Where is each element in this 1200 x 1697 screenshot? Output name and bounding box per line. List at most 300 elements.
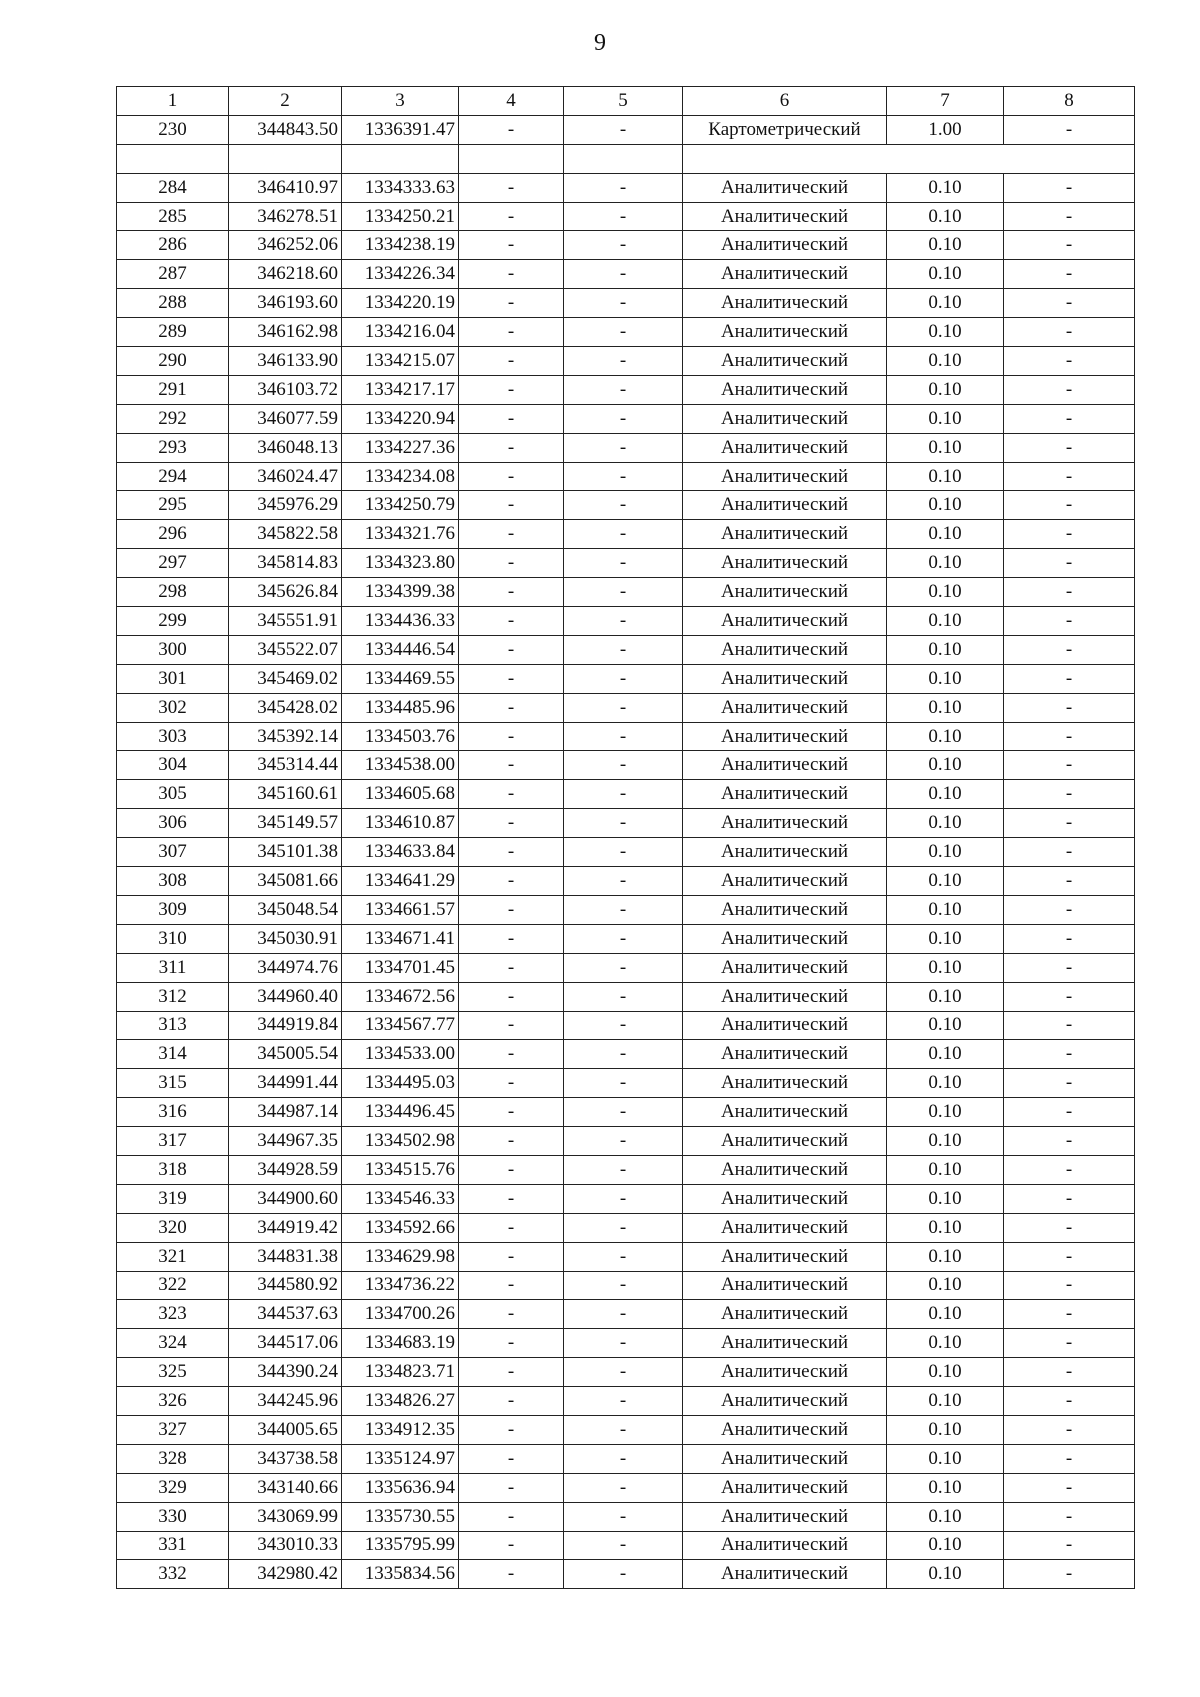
table-row [117, 173, 1135, 202]
table-cell: - [1004, 289, 1135, 318]
table-cell: 0.10 [887, 1069, 1004, 1098]
table-cell: 291 [117, 375, 229, 404]
table-cell: 0.10 [887, 1473, 1004, 1502]
table-row [117, 1271, 1135, 1300]
table-cell: Аналитический [683, 1242, 887, 1271]
table-cell: 1334736.22 [342, 1271, 459, 1300]
table-cell: - [1004, 895, 1135, 924]
table-row [117, 1415, 1135, 1444]
table-cell: - [1004, 1213, 1135, 1242]
table-cell: - [564, 318, 683, 347]
table-cell: 0.10 [887, 1560, 1004, 1589]
table-cell: - [1004, 549, 1135, 578]
table-cell: - [459, 1502, 564, 1531]
table-cell: - [564, 347, 683, 376]
table-cell: 346048.13 [229, 433, 342, 462]
table-cell: 305 [117, 780, 229, 809]
table-row [117, 1098, 1135, 1127]
table-cell: Аналитический [683, 924, 887, 953]
table-cell: - [1004, 491, 1135, 520]
table-cell: 298 [117, 578, 229, 607]
header-cell: 4 [459, 87, 564, 116]
table-cell: - [1004, 1242, 1135, 1271]
table-cell: 1334567.77 [342, 1011, 459, 1040]
table-cell: 306 [117, 809, 229, 838]
table-cell: 344960.40 [229, 982, 342, 1011]
table-row [117, 202, 1135, 231]
table-cell: - [564, 1155, 683, 1184]
table-cell: 1335834.56 [342, 1560, 459, 1589]
table-row [117, 231, 1135, 260]
table-cell: 293 [117, 433, 229, 462]
table-row [117, 347, 1135, 376]
table-cell: Аналитический [683, 491, 887, 520]
table-cell: 0.10 [887, 838, 1004, 867]
table-cell: - [564, 260, 683, 289]
table-cell: - [564, 1300, 683, 1329]
empty-cell [564, 144, 683, 173]
table-cell: - [564, 867, 683, 896]
table-cell: 329 [117, 1473, 229, 1502]
table-cell: 1334546.33 [342, 1184, 459, 1213]
table-cell: 344987.14 [229, 1098, 342, 1127]
table-cell: - [459, 809, 564, 838]
table-row [117, 751, 1135, 780]
table-cell: - [459, 838, 564, 867]
table-cell: Аналитический [683, 838, 887, 867]
table-cell: 346133.90 [229, 347, 342, 376]
table-cell: 1336391.47 [342, 115, 459, 144]
table-cell: - [564, 1040, 683, 1069]
table-cell: 344843.50 [229, 115, 342, 144]
table-row [117, 780, 1135, 809]
table-cell: 344390.24 [229, 1358, 342, 1387]
table-cell: 0.10 [887, 664, 1004, 693]
table-cell: - [564, 1069, 683, 1098]
table-row [117, 924, 1135, 953]
table-cell: 317 [117, 1127, 229, 1156]
table-cell: - [1004, 433, 1135, 462]
table-cell: 1334226.34 [342, 260, 459, 289]
table-cell: Аналитический [683, 1069, 887, 1098]
table-cell: - [1004, 347, 1135, 376]
table-cell: 1334436.33 [342, 607, 459, 636]
table-cell: 0.10 [887, 1271, 1004, 1300]
table-cell: - [1004, 838, 1135, 867]
table-row [117, 1387, 1135, 1416]
table-cell: - [459, 1358, 564, 1387]
table-cell: 299 [117, 607, 229, 636]
table-cell: 1335730.55 [342, 1502, 459, 1531]
table-cell: - [564, 722, 683, 751]
table-cell: 0.10 [887, 722, 1004, 751]
table-cell: 1334633.84 [342, 838, 459, 867]
table-row [117, 318, 1135, 347]
table-row [117, 953, 1135, 982]
table-cell: - [1004, 1127, 1135, 1156]
table-cell: 342980.42 [229, 1560, 342, 1589]
table-cell: - [459, 289, 564, 318]
table-cell: Аналитический [683, 895, 887, 924]
table-cell: - [1004, 1271, 1135, 1300]
table-cell: Аналитический [683, 953, 887, 982]
table-row [117, 1155, 1135, 1184]
table-cell: 1334495.03 [342, 1069, 459, 1098]
table-cell: 0.10 [887, 1098, 1004, 1127]
table-cell: 344005.65 [229, 1415, 342, 1444]
table-cell: 301 [117, 664, 229, 693]
table-cell: Аналитический [683, 1098, 887, 1127]
table-cell: - [564, 1271, 683, 1300]
table-cell: - [564, 1184, 683, 1213]
table-cell: - [564, 1387, 683, 1416]
table-row [117, 1011, 1135, 1040]
table-cell: Аналитический [683, 462, 887, 491]
table-cell: Аналитический [683, 231, 887, 260]
table-cell: - [564, 115, 683, 144]
table-row [117, 1300, 1135, 1329]
table-cell: 0.10 [887, 1040, 1004, 1069]
table-cell: - [564, 635, 683, 664]
table-cell: - [1004, 607, 1135, 636]
table-cell: - [459, 1560, 564, 1589]
table-cell: 345081.66 [229, 867, 342, 896]
table-row [117, 549, 1135, 578]
table-cell: Аналитический [683, 347, 887, 376]
table-cell: - [564, 491, 683, 520]
table-cell: 345048.54 [229, 895, 342, 924]
table-cell: 345976.29 [229, 491, 342, 520]
table-cell: 344517.06 [229, 1329, 342, 1358]
table-cell: Аналитический [683, 867, 887, 896]
table-cell: Аналитический [683, 1155, 887, 1184]
table-cell: Аналитический [683, 1473, 887, 1502]
table-row [117, 1127, 1135, 1156]
table-cell: 0.10 [887, 895, 1004, 924]
table-row [117, 1213, 1135, 1242]
table-cell: - [1004, 231, 1135, 260]
table-cell: 0.10 [887, 809, 1004, 838]
table-cell: - [564, 664, 683, 693]
table-cell: 304 [117, 751, 229, 780]
table-cell: - [1004, 1502, 1135, 1531]
table-cell: - [459, 1387, 564, 1416]
header-cell: 3 [342, 87, 459, 116]
table-cell: - [1004, 982, 1135, 1011]
coordinates-table [116, 86, 1135, 1589]
table-cell: - [459, 1213, 564, 1242]
table-cell: 284 [117, 173, 229, 202]
table-row [117, 693, 1135, 722]
table-cell: Аналитический [683, 635, 887, 664]
table-cell: 1334250.21 [342, 202, 459, 231]
table-cell: - [564, 751, 683, 780]
table-row [117, 375, 1135, 404]
table-cell: Аналитический [683, 722, 887, 751]
table-cell: 344580.92 [229, 1271, 342, 1300]
table-cell: - [564, 809, 683, 838]
table-cell: - [564, 1502, 683, 1531]
table-cell: 345314.44 [229, 751, 342, 780]
table-cell: 346193.60 [229, 289, 342, 318]
table-cell: - [1004, 1300, 1135, 1329]
table-cell: 1.00 [887, 115, 1004, 144]
table-cell: 1334912.35 [342, 1415, 459, 1444]
table-cell: 311 [117, 953, 229, 982]
table-cell: 318 [117, 1155, 229, 1184]
table-cell: 327 [117, 1415, 229, 1444]
table-cell: 1334250.79 [342, 491, 459, 520]
table-cell: 0.10 [887, 1155, 1004, 1184]
table-cell: - [1004, 1098, 1135, 1127]
table-cell: Аналитический [683, 1502, 887, 1531]
table-cell: - [459, 722, 564, 751]
table-cell: - [1004, 115, 1135, 144]
table-cell: 345551.91 [229, 607, 342, 636]
table-row [117, 1069, 1135, 1098]
table-cell: 345626.84 [229, 578, 342, 607]
table-cell: - [459, 1473, 564, 1502]
table-cell: 285 [117, 202, 229, 231]
table-row [117, 982, 1135, 1011]
table-cell: 0.10 [887, 173, 1004, 202]
table-cell: - [459, 693, 564, 722]
table-cell: 1335124.97 [342, 1444, 459, 1473]
header-cell: 7 [887, 87, 1004, 116]
table-cell: - [564, 433, 683, 462]
table-cell: Аналитический [683, 1329, 887, 1358]
table-cell: Аналитический [683, 693, 887, 722]
table-cell: - [1004, 1329, 1135, 1358]
table-cell: 1334515.76 [342, 1155, 459, 1184]
table-cell: 345392.14 [229, 722, 342, 751]
table-cell: - [459, 867, 564, 896]
table-cell: 1334672.56 [342, 982, 459, 1011]
table-cell: - [1004, 202, 1135, 231]
empty-cell [117, 144, 229, 173]
table-cell: 0.10 [887, 780, 1004, 809]
table-cell: - [1004, 1358, 1135, 1387]
table-row [117, 838, 1135, 867]
table-cell: 344928.59 [229, 1155, 342, 1184]
table-cell: 320 [117, 1213, 229, 1242]
table-cell: 1334215.07 [342, 347, 459, 376]
table-cell: - [459, 347, 564, 376]
table-cell: 1334485.96 [342, 693, 459, 722]
table-cell: - [459, 173, 564, 202]
table-cell: 0.10 [887, 953, 1004, 982]
table-cell: 1334220.94 [342, 404, 459, 433]
table-cell: - [1004, 924, 1135, 953]
table-cell: 0.10 [887, 202, 1004, 231]
table-cell: 344991.44 [229, 1069, 342, 1098]
table-cell: 294 [117, 462, 229, 491]
table-cell: 345814.83 [229, 549, 342, 578]
table-cell: 328 [117, 1444, 229, 1473]
table-cell: 0.10 [887, 347, 1004, 376]
table-cell: Аналитический [683, 1387, 887, 1416]
table-row [117, 433, 1135, 462]
table-row [117, 895, 1135, 924]
table-cell: 344245.96 [229, 1387, 342, 1416]
table-cell: 344900.60 [229, 1184, 342, 1213]
table-cell: 0.10 [887, 491, 1004, 520]
table-cell: 230 [117, 115, 229, 144]
table-cell: - [459, 953, 564, 982]
table-cell: 0.10 [887, 982, 1004, 1011]
table-cell: - [459, 895, 564, 924]
table-cell: - [459, 433, 564, 462]
header-cell: 5 [564, 87, 683, 116]
table-cell: 0.10 [887, 1184, 1004, 1213]
table-cell: 345160.61 [229, 780, 342, 809]
table-cell: 0.10 [887, 231, 1004, 260]
table-cell: 1334502.98 [342, 1127, 459, 1156]
table-cell: 0.10 [887, 318, 1004, 347]
table-cell: 346103.72 [229, 375, 342, 404]
table-cell: 0.10 [887, 1242, 1004, 1271]
table-cell: Аналитический [683, 318, 887, 347]
table-cell: - [564, 173, 683, 202]
table-cell: 325 [117, 1358, 229, 1387]
table-cell: 346278.51 [229, 202, 342, 231]
table-cell: 0.10 [887, 751, 1004, 780]
table-cell: Аналитический [683, 1184, 887, 1213]
table-cell: - [1004, 1155, 1135, 1184]
table-cell: 345822.58 [229, 520, 342, 549]
table-cell: - [564, 838, 683, 867]
table-cell: - [564, 520, 683, 549]
table-cell: 0.10 [887, 375, 1004, 404]
table-cell: 300 [117, 635, 229, 664]
table-cell: - [564, 1127, 683, 1156]
table-cell: 345522.07 [229, 635, 342, 664]
table-cell: - [1004, 722, 1135, 751]
table-cell: - [459, 635, 564, 664]
table-cell: 1334641.29 [342, 867, 459, 896]
table-cell: 287 [117, 260, 229, 289]
table-cell: 0.10 [887, 635, 1004, 664]
table-cell: 345149.57 [229, 809, 342, 838]
table-cell: - [1004, 780, 1135, 809]
table-cell: - [564, 953, 683, 982]
table-cell: 315 [117, 1069, 229, 1098]
table-cell: 0.10 [887, 260, 1004, 289]
table-row [117, 1560, 1135, 1589]
table-cell: - [459, 1415, 564, 1444]
table-cell: - [564, 1444, 683, 1473]
table-cell: - [459, 1329, 564, 1358]
table-cell: 302 [117, 693, 229, 722]
table-cell: 1334333.63 [342, 173, 459, 202]
table-cell: 1334592.66 [342, 1213, 459, 1242]
table-cell: - [564, 549, 683, 578]
table-cell: 1334238.19 [342, 231, 459, 260]
table-cell: 346252.06 [229, 231, 342, 260]
table-cell: - [459, 260, 564, 289]
table-cell: 1334683.19 [342, 1329, 459, 1358]
table-cell: 0.10 [887, 578, 1004, 607]
table-cell: 1334216.04 [342, 318, 459, 347]
header-cell: 1 [117, 87, 229, 116]
table-row [117, 664, 1135, 693]
table-cell: 0.10 [887, 693, 1004, 722]
table-cell: - [1004, 318, 1135, 347]
table-cell: 296 [117, 520, 229, 549]
table-cell: - [564, 578, 683, 607]
table-cell: Аналитический [683, 1300, 887, 1329]
table-cell: Аналитический [683, 289, 887, 318]
table-cell: 289 [117, 318, 229, 347]
table-cell: 309 [117, 895, 229, 924]
table-row [117, 809, 1135, 838]
table-cell: 0.10 [887, 1444, 1004, 1473]
table-cell: 0.10 [887, 289, 1004, 318]
table-cell: 331 [117, 1531, 229, 1560]
table-cell: Аналитический [683, 1127, 887, 1156]
table-cell: 290 [117, 347, 229, 376]
table-cell: 295 [117, 491, 229, 520]
table-cell: - [1004, 809, 1135, 838]
table-cell: - [564, 1415, 683, 1444]
table-cell: 288 [117, 289, 229, 318]
table-cell: - [459, 1184, 564, 1213]
table-cell: - [1004, 693, 1135, 722]
table-cell: 346077.59 [229, 404, 342, 433]
table-cell: 0.10 [887, 1213, 1004, 1242]
table-row [117, 1531, 1135, 1560]
table-cell: - [1004, 953, 1135, 982]
table-cell: 345101.38 [229, 838, 342, 867]
table-cell: 1334234.08 [342, 462, 459, 491]
table-cell: 326 [117, 1387, 229, 1416]
header-cell: 6 [683, 87, 887, 116]
header-row [117, 87, 1135, 116]
table-cell: 308 [117, 867, 229, 896]
table-cell: - [459, 549, 564, 578]
table-cell: - [459, 462, 564, 491]
table-row [117, 520, 1135, 549]
table-row [117, 1502, 1135, 1531]
table-cell: 319 [117, 1184, 229, 1213]
table-cell: - [1004, 578, 1135, 607]
table-cell: Аналитический [683, 751, 887, 780]
table-cell: 0.10 [887, 607, 1004, 636]
table-cell: - [564, 1560, 683, 1589]
table-cell: 1334823.71 [342, 1358, 459, 1387]
table-cell: - [564, 982, 683, 1011]
table-cell: - [459, 1011, 564, 1040]
table-cell: 0.10 [887, 1011, 1004, 1040]
table-row [117, 289, 1135, 318]
table-cell: - [459, 1300, 564, 1329]
table-cell: 0.10 [887, 404, 1004, 433]
table-cell: 1334321.76 [342, 520, 459, 549]
table-cell: - [564, 895, 683, 924]
table-cell: - [459, 578, 564, 607]
table-cell: - [1004, 520, 1135, 549]
table-cell: - [1004, 1415, 1135, 1444]
table-cell: 0.10 [887, 549, 1004, 578]
table-cell: 344919.42 [229, 1213, 342, 1242]
table-cell: - [564, 289, 683, 318]
table-cell: 1334323.80 [342, 549, 459, 578]
table-cell: - [459, 1155, 564, 1184]
table-cell: - [459, 202, 564, 231]
table-cell: - [564, 924, 683, 953]
table-cell: 303 [117, 722, 229, 751]
table-cell: 292 [117, 404, 229, 433]
